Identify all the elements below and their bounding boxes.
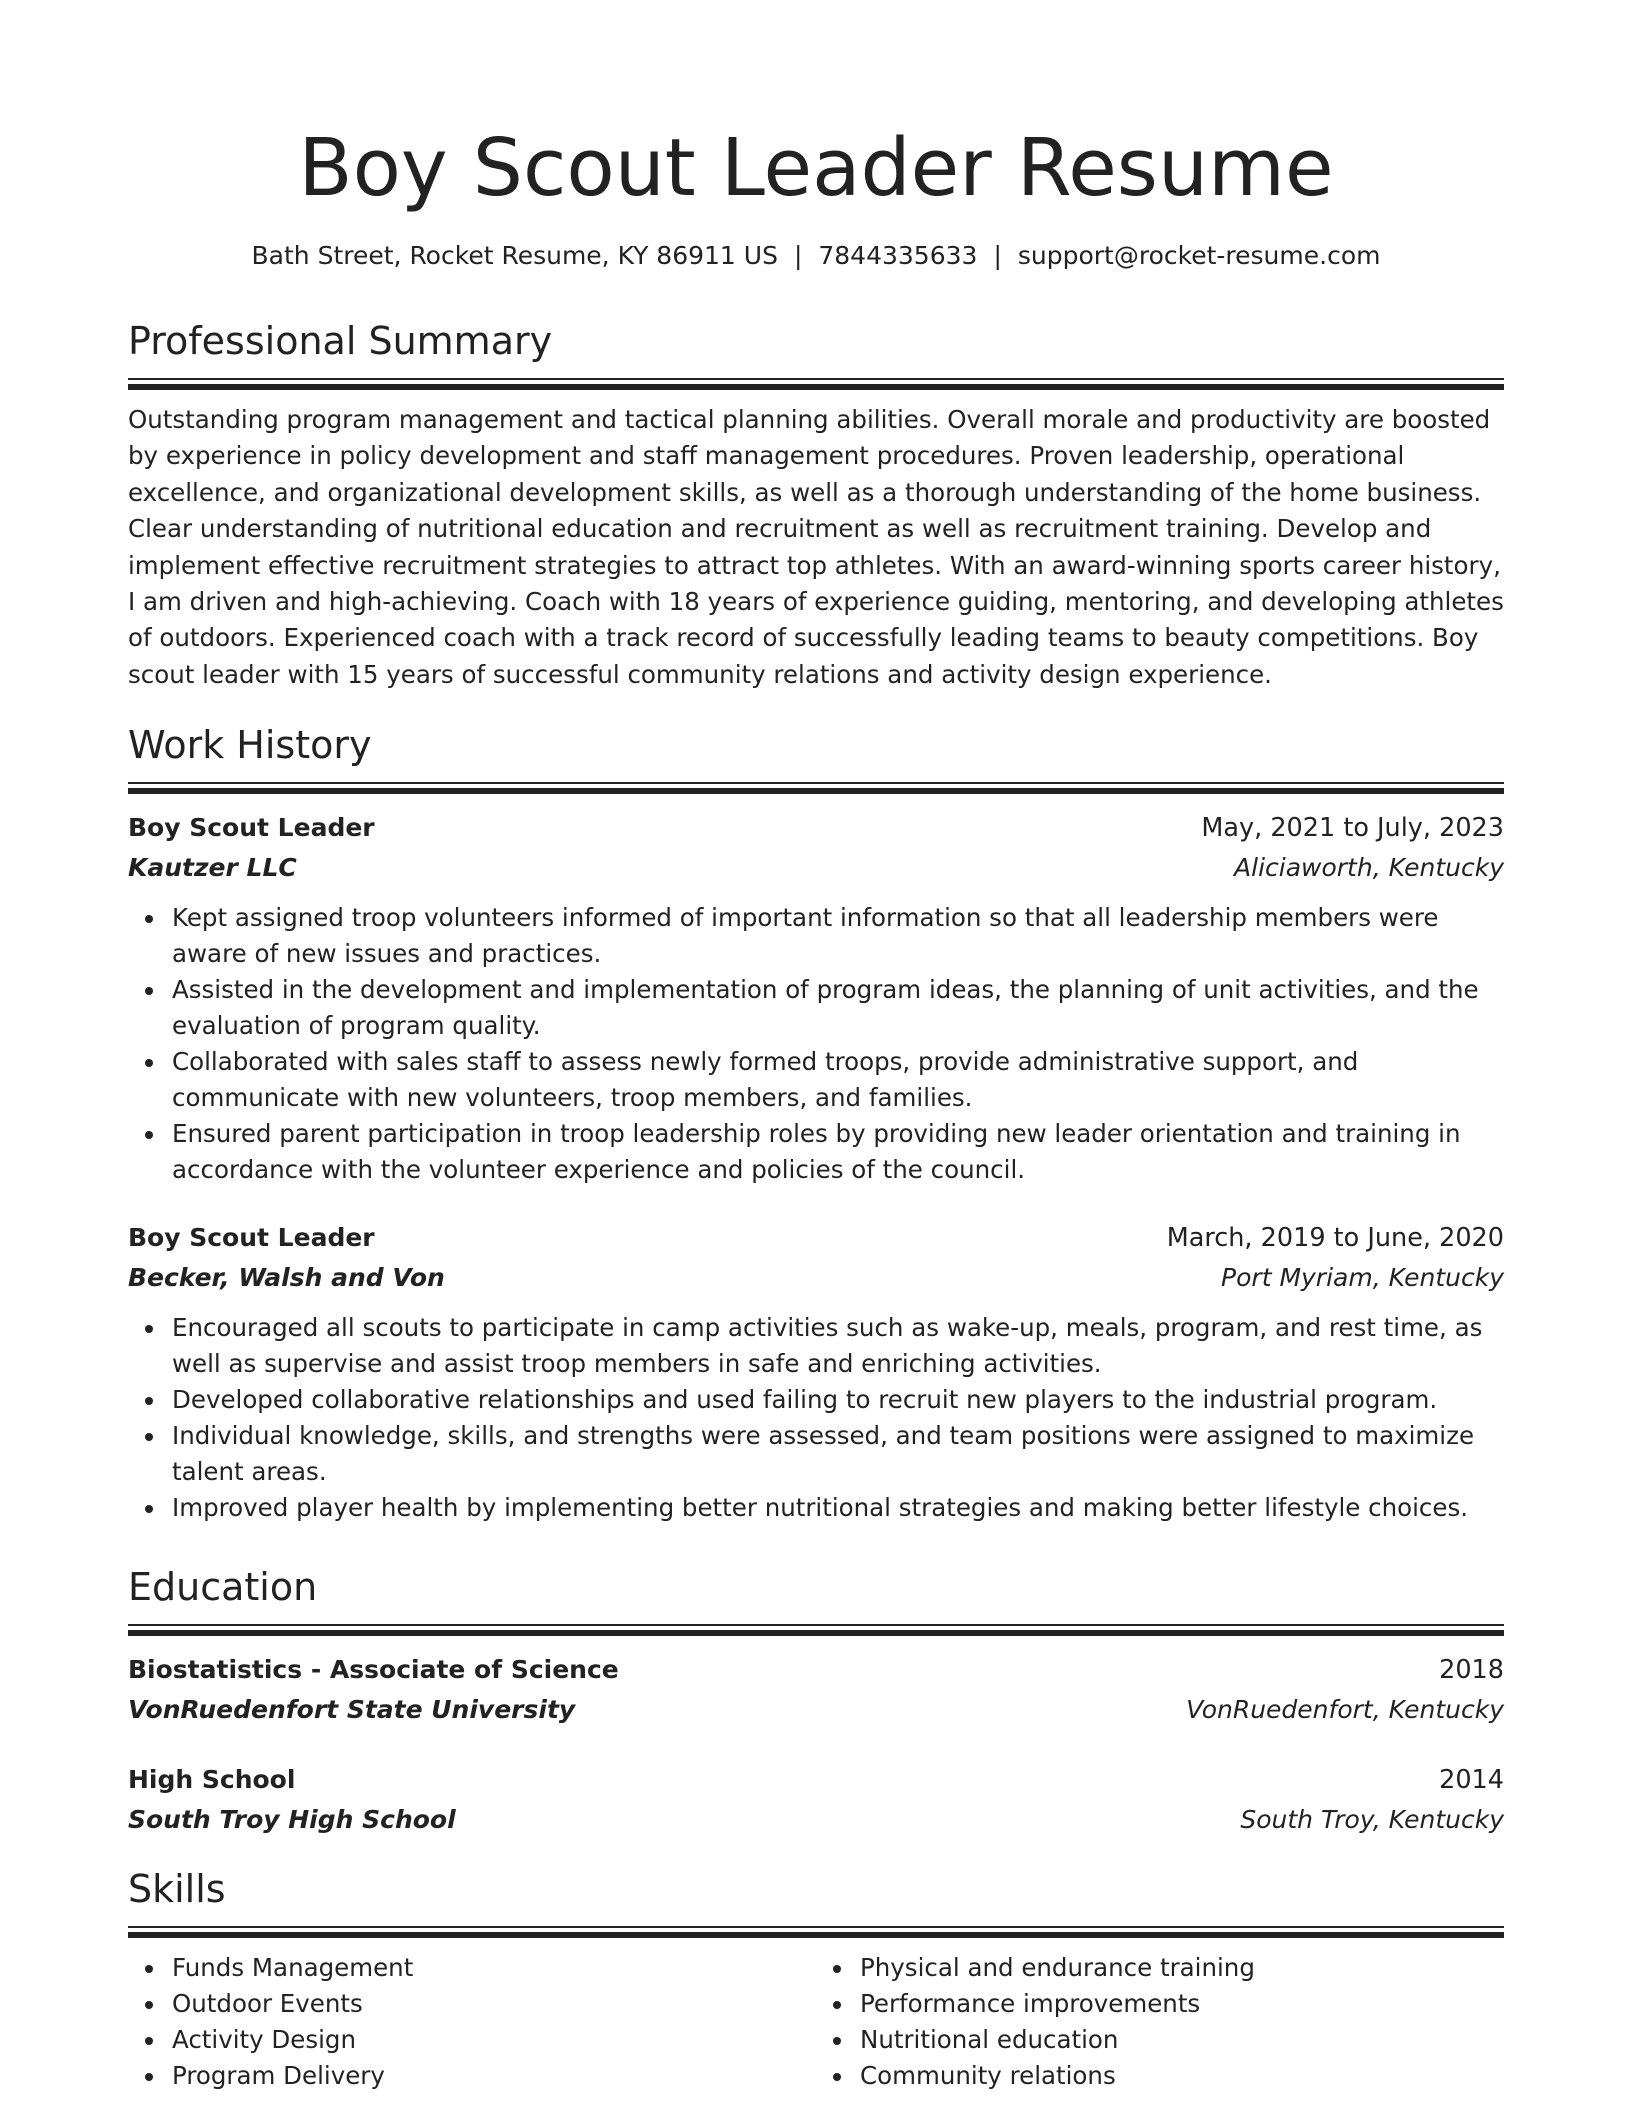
job-title: Boy Scout Leader (128, 1223, 375, 1252)
job-company: Kautzer LLC (128, 853, 297, 882)
graduation-year: 2014 (1439, 1765, 1504, 1795)
job-entry (128, 808, 1504, 1188)
degree-title: Biostatistics - Associate of Science (128, 1655, 619, 1684)
job-dates: May, 2021 to July, 2023 (1201, 813, 1504, 843)
section-divider (128, 1926, 1504, 1936)
section-heading: Professional Summary (128, 319, 553, 363)
education-entry (128, 1650, 1504, 1730)
job-header-row (128, 808, 1504, 848)
section-heading: Education (128, 1565, 318, 1609)
job-location: Aliciaworth, Kentucky (1234, 853, 1504, 882)
school-location: South Troy, Kentucky (1240, 1805, 1504, 1834)
skill-item: Nutritional education (860, 2022, 1504, 2058)
skill-item: Outdoor Events (172, 1986, 816, 2022)
section-divider (128, 378, 1504, 388)
list-item: Developed collaborative relationships and used failing to recruit new players to the industrial program. (172, 1382, 1504, 1418)
education-section (128, 1562, 1504, 1840)
skills-list-left (128, 1950, 816, 2094)
section-divider (128, 1624, 1504, 1634)
job-bullets (128, 1310, 1504, 1526)
job-bullets (128, 900, 1504, 1188)
section-divider (128, 782, 1504, 792)
graduation-year: 2018 (1439, 1655, 1504, 1685)
job-dates: March, 2019 to June, 2020 (1166, 1223, 1504, 1253)
job-entry (128, 1218, 1504, 1526)
skills-section (128, 1864, 1504, 2094)
school-location: VonRuedenfort, Kentucky (1186, 1695, 1504, 1724)
contact-separator: | (793, 241, 803, 270)
summary-section (128, 316, 1504, 693)
section-heading: Skills (128, 1867, 226, 1911)
list-item: Kept assigned troop volunteers informed of important information so that all leadership members were aware of new issues and practices. (172, 900, 1504, 972)
contact-line (128, 236, 1504, 276)
degree-title: High School (128, 1765, 296, 1794)
skill-item: Community relations (860, 2058, 1504, 2094)
job-company-row (128, 1258, 1504, 1298)
job-company-row (128, 848, 1504, 888)
contact-address: Bath Street, Rocket Resume, KY 86911 US (251, 241, 778, 270)
skill-item: Program Delivery (172, 2058, 816, 2094)
skill-item: Performance improvements (860, 1986, 1504, 2022)
work-history-section (128, 720, 1504, 1526)
list-item: Encouraged all scouts to participate in camp activities such as wake-up, meals, program, and rest time, as well as supervise and assist troop members in safe and enriching activities. (172, 1310, 1504, 1382)
list-item: Individual knowledge, skills, and strengths were assessed, and team positions were assigned to maximize talent areas. (172, 1418, 1504, 1490)
skills-list-right (816, 1950, 1504, 2094)
job-company: Becker, Walsh and Von (128, 1263, 445, 1292)
education-header-row (128, 1650, 1504, 1690)
list-item: Ensured parent participation in troop leadership roles by providing new leader orientation and training in accordance with the volunteer experience and policies of the council. (172, 1116, 1504, 1188)
contact-email: support@rocket-resume.com (1017, 241, 1381, 270)
skill-item: Activity Design (172, 2022, 816, 2058)
education-school-row (128, 1690, 1504, 1730)
education-school-row (128, 1800, 1504, 1840)
section-heading: Work History (128, 723, 372, 767)
document-title: Boy Scout Leader Resume (298, 122, 1334, 214)
skill-item: Funds Management (172, 1950, 816, 1986)
contact-separator: | (993, 241, 1002, 270)
summary-text: Outstanding program management and tactical planning abilities. Overall morale and productivity are boosted by experience in policy development and staff management procedures. Proven leadership, operational excellence, and organizational development skills, as well as a thorough understanding of the home business. Clear understanding of nutritional education and recruitment as well as recruitment training. Develop and implement effective recruitment strategies to attract top athletes. With an award-winning sports career history, I am driven and high-achieving. Coach with 18 years of experience guiding, mentoring, and developing athletes of outdoors. Experienced coach with a track record of successfully leading teams to beauty competitions. Boy scout leader with 15 years of successful community relations and activity design experience. (128, 405, 1504, 689)
education-entry (128, 1760, 1504, 1840)
list-item: Assisted in the development and implementation of program ideas, the planning of unit activities, and the evaluation of program quality. (172, 972, 1504, 1044)
skill-item: Physical and endurance training (860, 1950, 1504, 1986)
list-item: Collaborated with sales staff to assess newly formed troops, provide administrative support, and communicate with new volunteers, troop members, and families. (172, 1044, 1504, 1116)
job-location: Port Myriam, Kentucky (1221, 1263, 1504, 1292)
job-header-row (128, 1218, 1504, 1258)
list-item: Improved player health by implementing better nutritional strategies and making better lifestyle choices. (172, 1490, 1504, 1526)
education-header-row (128, 1760, 1504, 1800)
skills-columns (128, 1950, 1504, 2094)
job-title: Boy Scout Leader (128, 813, 375, 842)
school-name: South Troy High School (128, 1805, 456, 1834)
school-name: VonRuedenfort State University (128, 1695, 576, 1724)
contact-phone: 7844335633 (818, 241, 978, 270)
